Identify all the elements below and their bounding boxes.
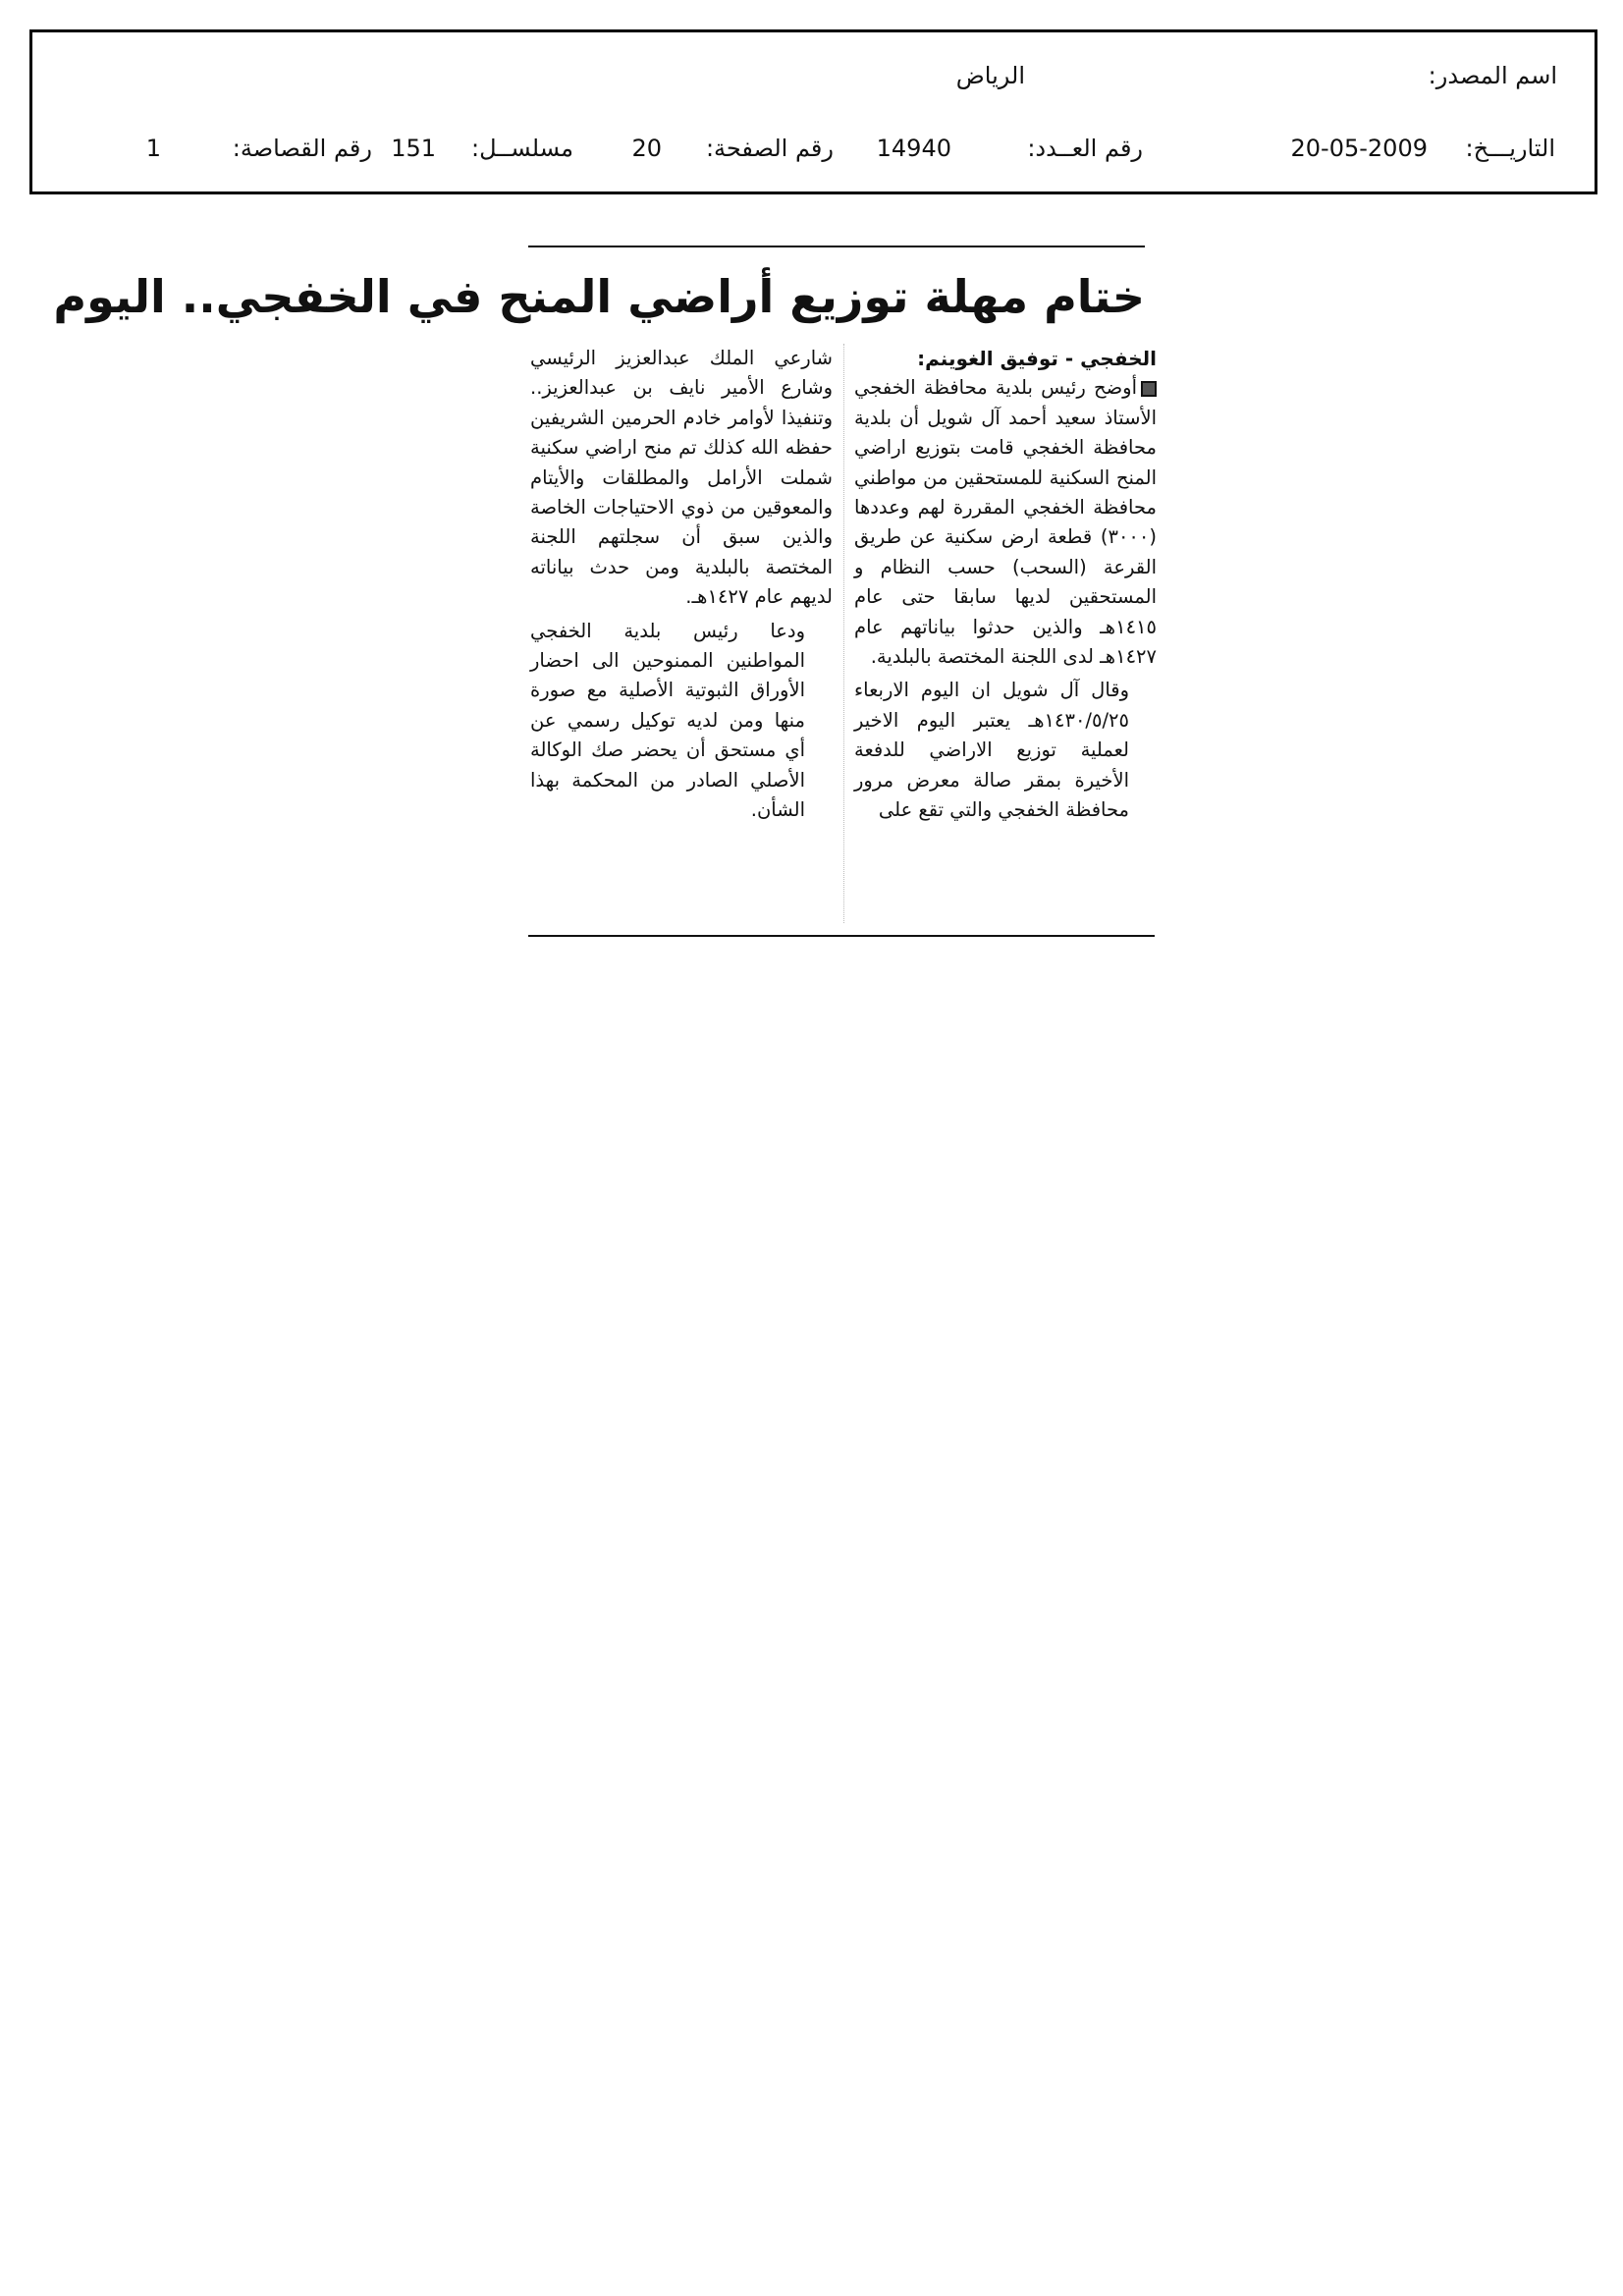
article-column-right xyxy=(854,344,1157,826)
clip-number-value: 1 xyxy=(145,135,161,162)
serial-label: مسلســل: xyxy=(471,135,573,162)
issue-value: 14940 xyxy=(876,135,951,162)
metadata-row-details xyxy=(32,129,1595,168)
metadata-row-source xyxy=(32,56,1595,95)
bullet-square-icon xyxy=(1141,381,1157,397)
issue-label: رقم العــدد: xyxy=(1027,135,1143,162)
article-paragraph: ودعا رئيس بلدية الخفجي المواطنين الممنوحين الى احضار الأوراق الثبوتية الأصلية مع صورة منها ومن لديه توكيل رسمي عن أي مستحق أن يحضر صك الوكالة الأصلي الصادر من المحكمة بهذا الشأن. xyxy=(530,619,805,822)
bottom-rule xyxy=(528,935,1155,937)
article-headline: ختام مهلة توزيع أراضي المنح في الخفجي.. اليوم xyxy=(53,270,1145,323)
top-rule xyxy=(528,246,1145,247)
article-paragraph: شارعي الملك عبدالعزيز الرئيسي وشارع الأمير نايف بن عبدالعزيز.. وتنفيذا لأوامر خادم الحرمين الشريفين حفظه الله كذلك تم منح اراضي سكنية شملت الأرامل والمطلقات والأيتام والمعوقين من ذوي الاحتياجات الخاصة والذين سبق أن سجلتهم اللجنة المختصة بالبلدية ومن حدث بياناته لديهم عام ١٤٢٧هـ. xyxy=(530,347,833,609)
paragraph-text: أوضح رئيس بلدية محافظة الخفجي الأستاذ سعيد أحمد آل شويل أن بلدية محافظة الخفجي قامت بتوزيع اراضي المنح السكنية للمستحقين من مواطني محافظة الخفجي المقررة لهم وعددها (٣٠٠٠) قطعة ارض سكنية عن طريق القرعة (السحب) حسب النظام و المستحقين لديها سابقا حتى عام ١٤١٥هـ والذين حدثوا بياناتهم عام ١٤٢٧هـ لدى اللجنة المختصة بالبلدية. xyxy=(854,376,1157,669)
article-column-left xyxy=(530,344,833,826)
source-value: الرياض xyxy=(955,62,1025,89)
column-divider xyxy=(843,344,844,923)
date-label: التاريـــخ: xyxy=(1465,135,1555,162)
article-paragraph: وقال آل شويل ان اليوم الاربعاء ١٤٣٠/٥/٢٥هـ يعتبر اليوم الاخير لعملية توزيع الاراضي للدفعة الأخيرة بمقر صالة معرض مرور محافظة الخفجي والتي تقع على xyxy=(854,679,1129,822)
serial-value: 151 xyxy=(391,135,436,162)
page-value: 20 xyxy=(631,135,662,162)
article-clipping xyxy=(53,246,1157,943)
article-paragraph xyxy=(854,373,1157,672)
date-value: 20-05-2009 xyxy=(1290,135,1428,162)
article-byline: الخفجي - توفيق الغوينم: xyxy=(917,347,1157,370)
page-label: رقم الصفحة: xyxy=(705,135,834,162)
clip-number-label: رقم القصاصة: xyxy=(232,135,372,162)
metadata-box xyxy=(29,29,1597,194)
source-label: اسم المصدر: xyxy=(1428,62,1557,89)
